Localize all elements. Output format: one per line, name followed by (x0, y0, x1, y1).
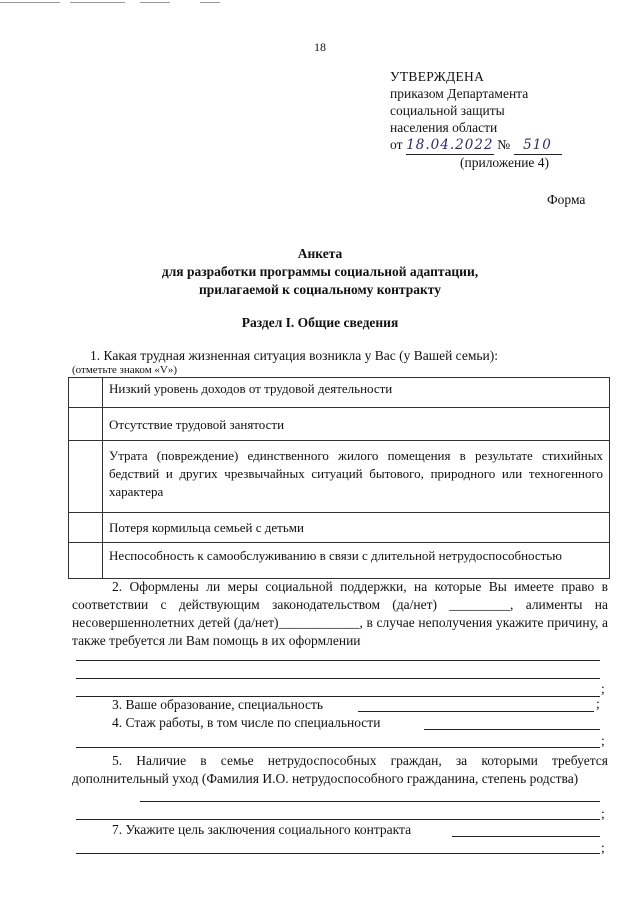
contract-goal-field[interactable] (452, 836, 600, 837)
doc-subtitle-1: для разработки программы социальной адаптации, (161, 264, 479, 279)
semicolon: ; (601, 806, 605, 821)
option-checkbox[interactable] (69, 543, 103, 579)
answer-line[interactable] (76, 819, 600, 820)
experience-field[interactable] (424, 729, 600, 730)
option-label: Отсутствие трудовой занятости (103, 408, 610, 441)
scan-artifact (70, 2, 125, 3)
question-1: 1. Какая трудная жизненная ситуация возникла у Вас (у Вашей семьи): (90, 348, 499, 363)
option-row (69, 378, 610, 408)
option-label: Утрата (повреждение) единственного жилого помещения в результате стихийных бедствий и других чрезвычайных ситуаций бытового, природного или техногенного характера (103, 441, 610, 513)
semicolon: ; (601, 840, 605, 855)
answer-line[interactable] (76, 678, 600, 679)
approval-block (390, 68, 562, 155)
option-row (69, 408, 610, 441)
option-label: Потеря кормильца семьей с детьми (103, 513, 610, 543)
semicolon: ; (601, 733, 605, 748)
option-label: Низкий уровень доходов от трудовой деятельности (103, 378, 610, 408)
answer-line[interactable] (140, 801, 600, 802)
question-1-note: (отметьте знаком «V») (72, 364, 178, 376)
option-row (69, 513, 610, 543)
answer-line[interactable] (76, 853, 600, 854)
question-2: 2. Оформлены ли меры социальной поддержки, на которые Вы имеете право в соответствии с действующим законодательством (да/нет) _________, алименты на несовершеннолетних детей (да/нет)____________, в случае неполучения укажите причину, а также требуется ли Вам помощь в их оформлении (72, 579, 608, 648)
approval-line2: социальной защиты (390, 103, 505, 118)
approval-line3: населения области (390, 120, 498, 135)
form-label: Форма (547, 192, 586, 207)
question-3: 3. Ваше образование, специальность (112, 697, 324, 712)
doc-title: Анкета (297, 246, 343, 261)
semicolon: ; (596, 696, 600, 711)
option-checkbox[interactable] (69, 441, 103, 513)
question-5: 5. Наличие в семье нетрудоспособных граждан, за которыми требуется дополнительный уход (Фамилия И.О. нетрудоспособного гражданина, степень родства) (72, 753, 608, 786)
question-4: 4. Стаж работы, в том числе по специальности (112, 715, 381, 730)
handwritten-number: 510 (514, 137, 562, 155)
approval-line1: приказом Департамента (390, 86, 529, 101)
option-row (69, 441, 610, 513)
number-sign: № (497, 137, 511, 152)
handwritten-date: 18.04.2022 (406, 137, 494, 153)
situation-options-table (68, 377, 610, 579)
approval-date-row (390, 136, 562, 155)
option-label: Неспособность к самообслуживанию в связи с длительной нетрудоспособностью (103, 543, 610, 579)
attachment-label: (приложение 4) (460, 155, 550, 170)
option-checkbox[interactable] (69, 378, 103, 408)
scan-artifact (200, 2, 220, 3)
scan-artifact (0, 2, 60, 3)
semicolon: ; (601, 681, 605, 696)
question-7: 7. Укажите цель заключения социального контракта (112, 822, 412, 837)
date-prefix: от (390, 137, 403, 152)
education-field[interactable] (358, 711, 594, 712)
scan-artifact (140, 2, 170, 3)
option-checkbox[interactable] (69, 408, 103, 441)
page-number: 18 (314, 40, 326, 54)
doc-subtitle-2: прилагаемой к социальному контракту (199, 282, 441, 297)
option-row (69, 543, 610, 579)
answer-line[interactable] (76, 747, 600, 748)
section-heading: Раздел I. Общие сведения (241, 315, 399, 330)
answer-line[interactable] (76, 660, 600, 661)
option-checkbox[interactable] (69, 513, 103, 543)
approval-title: УТВЕРЖДЕНА (390, 69, 485, 84)
